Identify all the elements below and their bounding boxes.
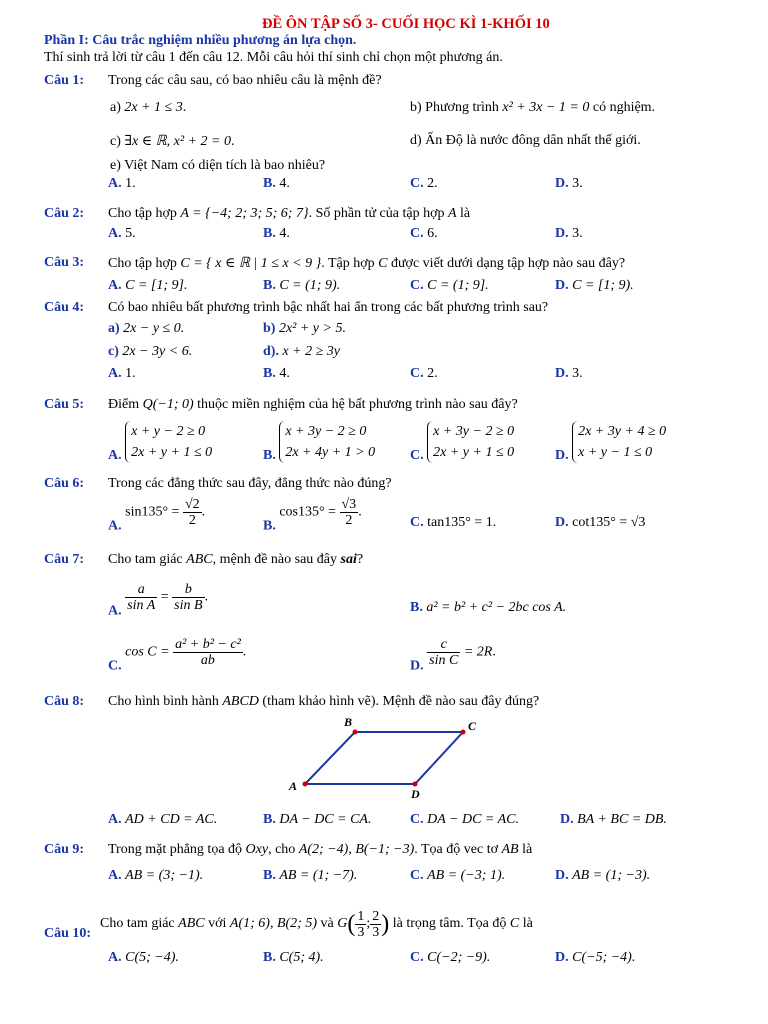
statement-d: d) Ấn Độ là nước đông dân nhất thế giới. [410, 133, 641, 148]
vertex-a-dot [303, 782, 308, 787]
option-b[interactable]: B. 4. [263, 366, 290, 381]
statement-c: c) ∃x ∈ ℝ, x² + 2 = 0. [110, 134, 235, 149]
option-c[interactable]: C. 2. [410, 366, 438, 381]
option-d[interactable]: D. 3. [555, 226, 583, 241]
statement-a: a) 2x + 1 ≤ 3. [110, 100, 187, 115]
question-text: Điểm Q(−1; 0) thuộc miền nghiệm của hệ bất phương trình nào sau đây? [108, 397, 518, 412]
inequality-a: a) 2x − y ≤ 0. [108, 321, 185, 336]
vertex-d-dot [413, 782, 418, 787]
question-text: Cho tập hợp C = { x ∈ ℝ | 1 ≤ x < 9 }. Tập hợp C được viết dưới dạng tập hợp nào sau đây? [108, 256, 626, 271]
inequality-b: b) 2x² + y > 5. [263, 321, 346, 336]
statement-b: b) Phương trình x² + 3x − 1 = 0 có nghiệm. [410, 100, 656, 115]
option-c[interactable]: C. AB = (−3; 1). [410, 868, 506, 883]
question-label: Câu 8: [44, 694, 85, 709]
statement-e: e) Việt Nam có diện tích là bao nhiêu? [110, 158, 326, 173]
question-text: Cho hình bình hành ABCD (tham khảo hình vẽ). Mệnh đề nào sau đây đúng? [108, 694, 540, 709]
vertex-c-dot [461, 730, 466, 735]
option-a[interactable]: A. sin135° = $\frac{√2}{2}$ . [108, 497, 206, 534]
option-d[interactable]: D. C(−5; −4). [555, 950, 636, 965]
question-text: Trong các đẳng thức sau đây, đẳng thức nào đúng? [108, 476, 392, 491]
option-b[interactable]: B. C = (1; 9). [263, 278, 341, 293]
fraction: $\frac{b}{\text{sin B}}$ [174, 582, 203, 613]
option-d[interactable]: D. cot135° = √3 [555, 515, 646, 530]
inequality-d: d). x + 2 ≥ 3y [263, 344, 341, 359]
part-heading: Phần I: Câu trắc nghiệm nhiều phương án lựa chọn. [44, 33, 357, 48]
fraction: $\frac{√3}{2}$ [341, 497, 357, 528]
option-c[interactable]: C. DA − DC = AC. [410, 812, 520, 827]
option-a[interactable]: A. 5. [108, 226, 136, 241]
question-text: Trong các câu sau, có bao nhiêu câu là mệnh đề? [108, 73, 382, 88]
option-c[interactable]: C. C(−2; −9). [410, 950, 491, 965]
option-c[interactable]: C. cos C = $\frac{\text{a² + b² − c²}}{ab}$ . [108, 637, 247, 674]
vertex-b-dot [353, 730, 358, 735]
option-d[interactable]: D. 2x + 3y + 4 ≥ 0 x + y − 1 ≤ 0 [555, 421, 666, 464]
question-label: Câu 6: [44, 476, 85, 491]
inequality-system: 2x + 3y + 4 ≥ 0 x + y − 1 ≤ 0 [572, 421, 666, 463]
option-d[interactable]: D. 3. [555, 366, 583, 381]
option-a[interactable]: A. AB = (3; −1). [108, 868, 204, 883]
option-d[interactable]: D. BA + BC = DB. [560, 812, 667, 827]
vertex-c-label: C [468, 719, 477, 733]
fraction: $\frac{2}{3}$ [372, 908, 380, 940]
question-label: Câu 1: [44, 73, 85, 88]
question-label: Câu 4: [44, 300, 85, 315]
fraction: $\frac{√2}{2}$ [184, 497, 200, 528]
question-text: Cho tam giác ABC với A(1; 6), B(2; 5) và G( $\frac{1}{3}$ ; $\frac{2}{3}$ ) là trọng tâm. Tọa độ C là [100, 908, 533, 940]
option-c[interactable]: C. tan135° = 1. [410, 515, 497, 530]
vertex-d-label: D [411, 787, 420, 801]
question-label: Câu 10: [44, 926, 92, 941]
option-b[interactable]: B. a² = b² + c² − 2bc cos A. [410, 600, 567, 615]
inequality-c: c) 2x − 3y < 6. [108, 344, 193, 359]
option-b[interactable]: B. C(5; 4). [263, 950, 324, 965]
option-d[interactable]: D. 3. [555, 176, 583, 191]
inequality-system: x + 3y − 2 ≥ 0 2x + 4y + 1 > 0 [279, 421, 375, 463]
page-title: ĐỀ ÔN TẬP SỐ 3- CUỐI HỌC KÌ 1-KHỐI 10 [262, 16, 550, 32]
question-text: Cho tam giác ABC, mệnh đề nào sau đây sai? [108, 552, 364, 567]
question-label: Câu 7: [44, 552, 85, 567]
option-d[interactable]: D. AB = (1; −3). [555, 868, 651, 883]
fraction: $\frac{c}{\text{sin C}}$ [429, 637, 459, 668]
option-b[interactable]: B. cos135° = $\frac{√3}{2}$ . [263, 497, 362, 534]
option-a[interactable]: A. C = [1; 9]. [108, 278, 188, 293]
inequality-system: x + y − 2 ≥ 0 2x + y + 1 ≤ 0 [125, 421, 212, 463]
option-b[interactable]: B. 4. [263, 176, 290, 191]
vertex-a-label: A [289, 779, 298, 793]
option-b[interactable]: B. DA − DC = CA. [263, 812, 372, 827]
question-text: Có bao nhiêu bất phương trình bậc nhất hai ẩn trong các bất phương trình sau? [108, 300, 549, 315]
question-label: Câu 2: [44, 206, 85, 221]
vertex-b-label: B [344, 715, 353, 729]
option-c[interactable]: C. 6. [410, 226, 438, 241]
option-a[interactable]: A. C(5; −4). [108, 950, 179, 965]
option-b[interactable]: B. x + 3y − 2 ≥ 0 2x + 4y + 1 > 0 [263, 421, 375, 464]
question-text: Cho tập hợp A = {−4; 2; 3; 5; 6; 7}. Số phần tử của tập hợp A là [108, 206, 471, 221]
option-d[interactable]: D. $\frac{c}{\text{sin C}}$ = 2R. [410, 637, 496, 674]
option-b[interactable]: B. 4. [263, 226, 290, 241]
option-d[interactable]: D. C = [1; 9). [555, 278, 634, 293]
parallelogram-figure [280, 712, 490, 804]
option-b[interactable]: B. AB = (1; −7). [263, 868, 358, 883]
option-a[interactable]: A. 1. [108, 176, 136, 191]
option-a[interactable]: A. 1. [108, 366, 136, 381]
parallelogram-shape [305, 732, 463, 784]
option-c[interactable]: C. x + 3y − 2 ≥ 0 2x + y + 1 ≤ 0 [410, 421, 514, 464]
inequality-system: x + 3y − 2 ≥ 0 2x + y + 1 ≤ 0 [427, 421, 514, 463]
option-a[interactable]: A. $\frac{a}{\text{sin A}}$ = $\frac{b}{\text{sin B}}$ . [108, 582, 209, 619]
fraction: $\frac{\text{a² + b² − c²}}{ab}$ [175, 637, 241, 668]
fraction: $\frac{1}{3}$ [357, 908, 365, 940]
question-label: Câu 3: [44, 255, 85, 270]
question-text: Trong mặt phẳng tọa độ Oxy, cho A(2; −4), B(−1; −3). Tọa độ vec tơ AB là [108, 842, 533, 857]
option-a[interactable]: A. x + y − 2 ≥ 0 2x + y + 1 ≤ 0 [108, 421, 212, 464]
option-a[interactable]: A. AD + CD = AC. [108, 812, 218, 827]
question-label: Câu 5: [44, 397, 85, 412]
question-label: Câu 9: [44, 842, 85, 857]
option-c[interactable]: C. 2. [410, 176, 438, 191]
fraction: $\frac{a}{\text{sin A}}$ [127, 582, 156, 613]
option-c[interactable]: C. C = (1; 9]. [410, 278, 489, 293]
instruction: Thí sinh trả lời từ câu 1 đến câu 12. Mỗi câu hỏi thí sinh chỉ chọn một phương án. [44, 50, 503, 65]
